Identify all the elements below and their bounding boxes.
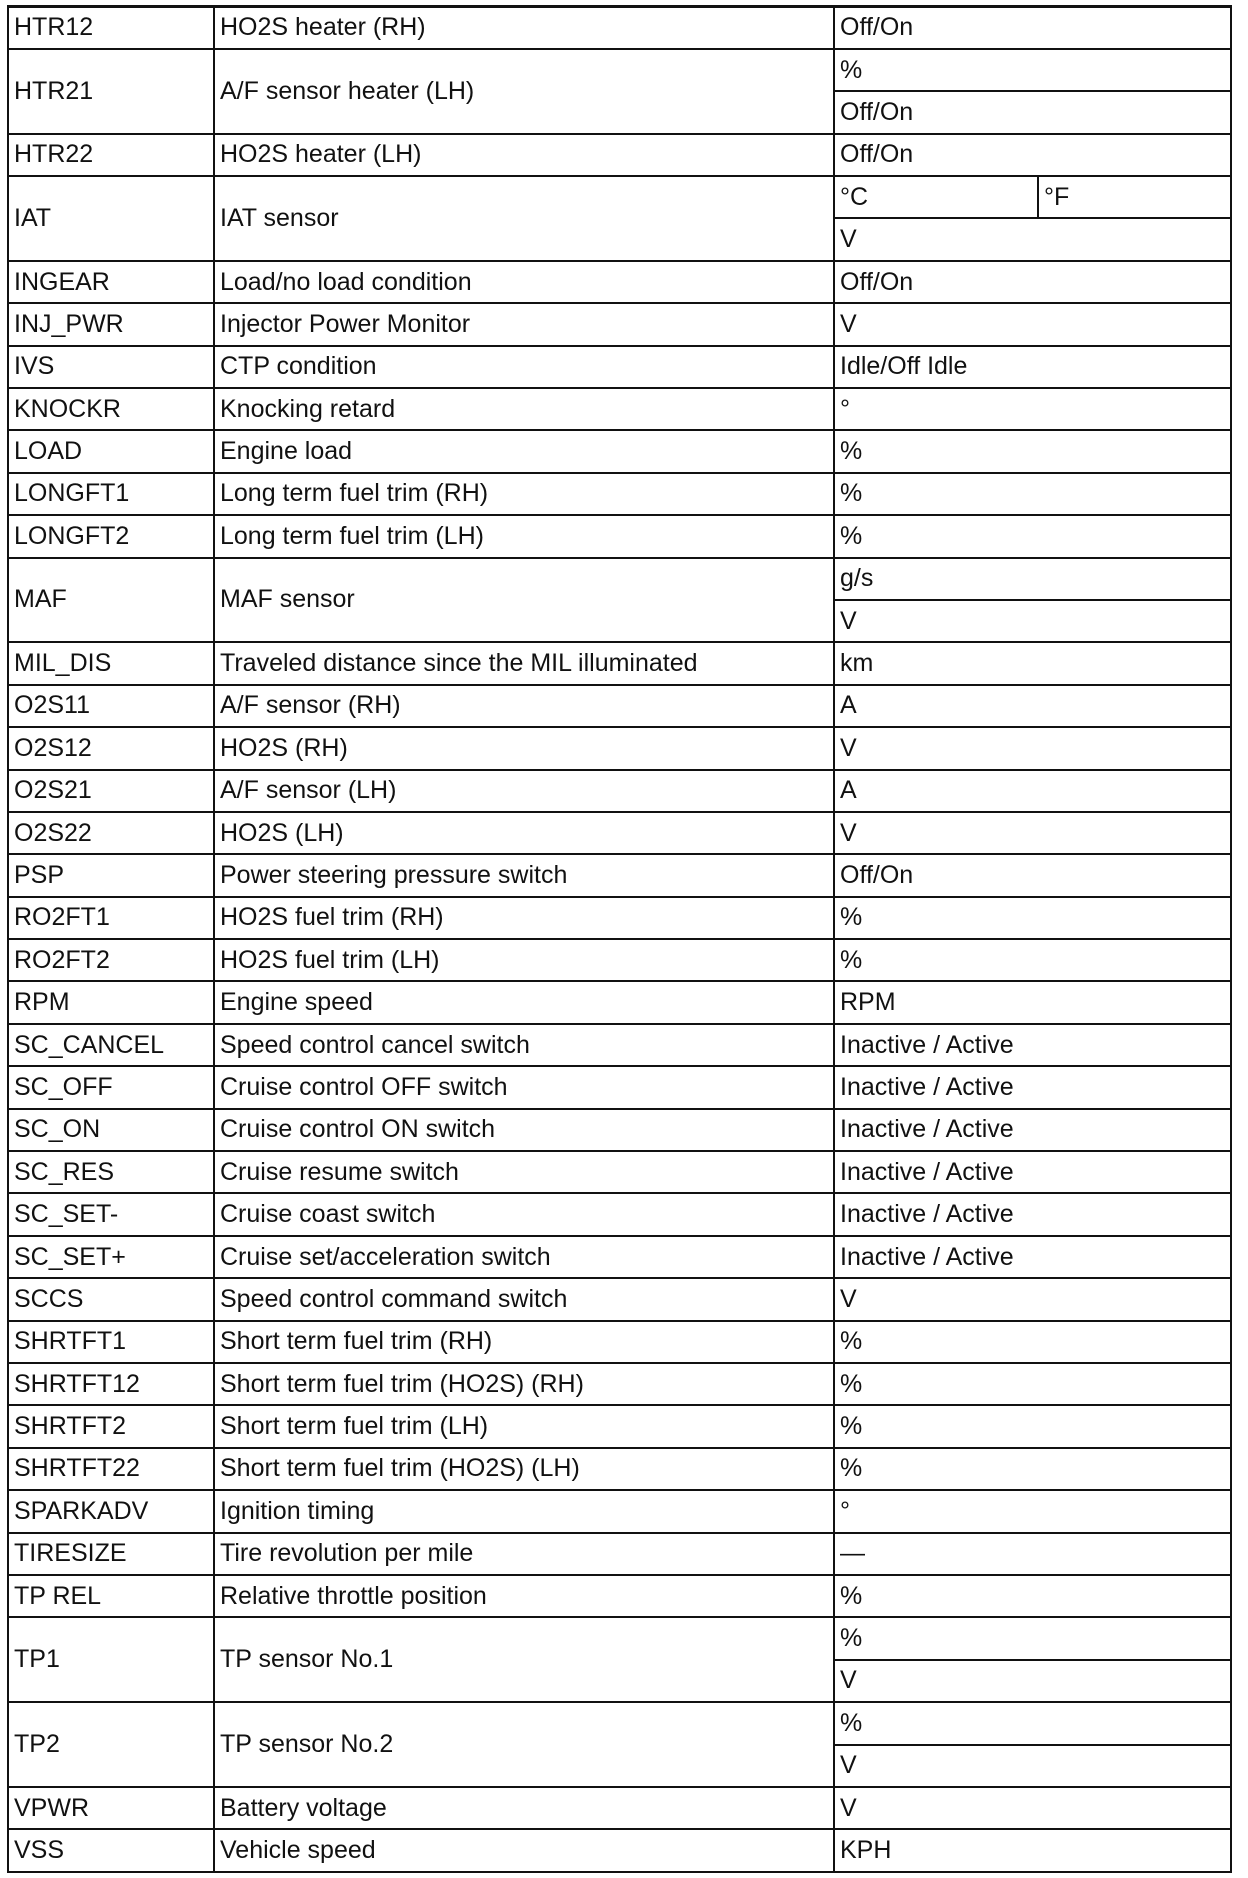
unit-cell-ivs-0: Idle/Off Idle <box>834 346 1231 388</box>
unit-cell-tp2-0: % <box>834 1702 1231 1744</box>
description-cell-longft2: Long term fuel trim (LH) <box>214 515 834 557</box>
description-cell-sc-res: Cruise resume switch <box>214 1151 834 1193</box>
unit-cell-shrtft22-0: % <box>834 1448 1231 1490</box>
unit-cell-shrtft12-0: % <box>834 1363 1231 1405</box>
pid-cell-longft1: LONGFT1 <box>8 473 214 515</box>
table-row <box>8 939 1231 981</box>
table-row <box>8 1702 1231 1744</box>
unit-cell-o2s12-0: V <box>834 727 1231 769</box>
pid-cell-htr22: HTR22 <box>8 134 214 176</box>
description-cell-shrtft22: Short term fuel trim (HO2S) (LH) <box>214 1448 834 1490</box>
unit-cell-mil-dis-0: km <box>834 642 1231 684</box>
unit-cell-vss-0: KPH <box>834 1829 1231 1871</box>
pid-cell-sc-res: SC_RES <box>8 1151 214 1193</box>
unit-cell-iat-0-0: °C <box>834 176 1038 218</box>
pid-cell-mil-dis: MIL_DIS <box>8 642 214 684</box>
pid-table <box>7 5 1232 1873</box>
table-row <box>8 1829 1231 1871</box>
pid-cell-ro2ft1: RO2FT1 <box>8 897 214 939</box>
table-row <box>8 897 1231 939</box>
description-cell-o2s11: A/F sensor (RH) <box>214 685 834 727</box>
description-cell-inj-pwr: Injector Power Monitor <box>214 303 834 345</box>
description-cell-tp1: TP sensor No.1 <box>214 1617 834 1702</box>
description-cell-htr21: A/F sensor heater (LH) <box>214 49 834 134</box>
description-cell-o2s22: HO2S (LH) <box>214 812 834 854</box>
table-row <box>8 1236 1231 1278</box>
pid-cell-ivs: IVS <box>8 346 214 388</box>
table-row <box>8 1321 1231 1363</box>
pid-cell-sc-off: SC_OFF <box>8 1066 214 1108</box>
table-row <box>8 642 1231 684</box>
unit-cell-inj-pwr-0: V <box>834 303 1231 345</box>
pid-cell-sccs: SCCS <box>8 1278 214 1320</box>
unit-cell-load-0: % <box>834 430 1231 472</box>
description-cell-knockr: Knocking retard <box>214 388 834 430</box>
description-cell-sc-cancel: Speed control cancel switch <box>214 1024 834 1066</box>
pid-cell-ro2ft2: RO2FT2 <box>8 939 214 981</box>
description-cell-mil-dis: Traveled distance since the MIL illuminated <box>214 642 834 684</box>
unit-cell-longft2-0: % <box>834 515 1231 557</box>
unit-cell-ro2ft1-0: % <box>834 897 1231 939</box>
table-row <box>8 473 1231 515</box>
table-row <box>8 981 1231 1023</box>
table-row <box>8 7 1231 49</box>
table-row <box>8 1066 1231 1108</box>
pid-cell-htr12: HTR12 <box>8 7 214 49</box>
table-row <box>8 430 1231 472</box>
table-row <box>8 1278 1231 1320</box>
table-row <box>8 303 1231 345</box>
description-cell-longft1: Long term fuel trim (RH) <box>214 473 834 515</box>
pid-cell-tp1: TP1 <box>8 1617 214 1702</box>
table-row <box>8 770 1231 812</box>
description-cell-maf: MAF sensor <box>214 558 834 643</box>
unit-cell-sc-cancel-0: Inactive / Active <box>834 1024 1231 1066</box>
description-cell-tp-rel: Relative throttle position <box>214 1575 834 1617</box>
unit-cell-tp2-1: V <box>834 1745 1231 1787</box>
unit-cell-htr21-0: % <box>834 49 1231 91</box>
unit-cell-o2s11-0: A <box>834 685 1231 727</box>
unit-cell-sc-set-0: Inactive / Active <box>834 1193 1231 1235</box>
pid-cell-tiresize: TIRESIZE <box>8 1533 214 1575</box>
unit-cell-sparkadv-0: ° <box>834 1490 1231 1532</box>
description-cell-load: Engine load <box>214 430 834 472</box>
description-cell-tp2: TP sensor No.2 <box>214 1702 834 1787</box>
pid-cell-sc-set: SC_SET- <box>8 1193 214 1235</box>
description-cell-sc-off: Cruise control OFF switch <box>214 1066 834 1108</box>
description-cell-ro2ft1: HO2S fuel trim (RH) <box>214 897 834 939</box>
unit-cell-shrtft1-0: % <box>834 1321 1231 1363</box>
unit-cell-o2s21-0: A <box>834 770 1231 812</box>
table-row <box>8 1533 1231 1575</box>
pid-cell-shrtft12: SHRTFT12 <box>8 1363 214 1405</box>
pid-cell-shrtft22: SHRTFT22 <box>8 1448 214 1490</box>
unit-cell-htr12-0: Off/On <box>834 7 1231 49</box>
unit-cell-iat-1: V <box>834 218 1231 260</box>
unit-cell-htr21-1: Off/On <box>834 91 1231 133</box>
unit-cell-tp-rel-0: % <box>834 1575 1231 1617</box>
unit-cell-iat-0-1: °F <box>1038 176 1231 218</box>
description-cell-sparkadv: Ignition timing <box>214 1490 834 1532</box>
description-cell-sc-set: Cruise set/acceleration switch <box>214 1236 834 1278</box>
pid-cell-tp2: TP2 <box>8 1702 214 1787</box>
table-row <box>8 1448 1231 1490</box>
description-cell-psp: Power steering pressure switch <box>214 854 834 896</box>
table-row <box>8 1617 1231 1659</box>
unit-cell-longft1-0: % <box>834 473 1231 515</box>
unit-cell-knockr-0: ° <box>834 388 1231 430</box>
description-cell-sc-on: Cruise control ON switch <box>214 1109 834 1151</box>
table-row <box>8 1490 1231 1532</box>
table-row <box>8 1405 1231 1447</box>
unit-cell-htr22-0: Off/On <box>834 134 1231 176</box>
description-cell-ingear: Load/no load condition <box>214 261 834 303</box>
pid-cell-sparkadv: SPARKADV <box>8 1490 214 1532</box>
table-row <box>8 558 1231 600</box>
table-row <box>8 1193 1231 1235</box>
table-row <box>8 854 1231 896</box>
unit-cell-rpm-0: RPM <box>834 981 1231 1023</box>
pid-cell-vss: VSS <box>8 1829 214 1871</box>
table-row <box>8 727 1231 769</box>
description-cell-htr22: HO2S heater (LH) <box>214 134 834 176</box>
description-cell-shrtft2: Short term fuel trim (LH) <box>214 1405 834 1447</box>
pid-cell-vpwr: VPWR <box>8 1787 214 1829</box>
pid-cell-o2s21: O2S21 <box>8 770 214 812</box>
pid-cell-tp-rel: TP REL <box>8 1575 214 1617</box>
pid-cell-iat: IAT <box>8 176 214 261</box>
table-row <box>8 176 1231 218</box>
unit-cell-sc-off-0: Inactive / Active <box>834 1066 1231 1108</box>
unit-cell-psp-0: Off/On <box>834 854 1231 896</box>
pid-cell-inj-pwr: INJ_PWR <box>8 303 214 345</box>
unit-cell-sc-on-0: Inactive / Active <box>834 1109 1231 1151</box>
table-row <box>8 261 1231 303</box>
pid-cell-rpm: RPM <box>8 981 214 1023</box>
table-row <box>8 515 1231 557</box>
table-row <box>8 1575 1231 1617</box>
description-cell-o2s12: HO2S (RH) <box>214 727 834 769</box>
unit-cell-vpwr-0: V <box>834 1787 1231 1829</box>
description-cell-rpm: Engine speed <box>214 981 834 1023</box>
pid-cell-load: LOAD <box>8 430 214 472</box>
description-cell-o2s21: A/F sensor (LH) <box>214 770 834 812</box>
description-cell-iat: IAT sensor <box>214 176 834 261</box>
table-row <box>8 685 1231 727</box>
description-cell-sc-set: Cruise coast switch <box>214 1193 834 1235</box>
unit-cell-tiresize-0: — <box>834 1533 1231 1575</box>
table-row <box>8 388 1231 430</box>
pid-cell-knockr: KNOCKR <box>8 388 214 430</box>
unit-cell-o2s22-0: V <box>834 812 1231 854</box>
description-cell-ro2ft2: HO2S fuel trim (LH) <box>214 939 834 981</box>
description-cell-tiresize: Tire revolution per mile <box>214 1533 834 1575</box>
pid-cell-longft2: LONGFT2 <box>8 515 214 557</box>
pid-cell-ingear: INGEAR <box>8 261 214 303</box>
pid-table-body <box>8 7 1231 1872</box>
pid-cell-shrtft1: SHRTFT1 <box>8 1321 214 1363</box>
unit-cell-sccs-0: V <box>834 1278 1231 1320</box>
unit-cell-tp1-1: V <box>834 1660 1231 1702</box>
table-row <box>8 1787 1231 1829</box>
unit-cell-maf-0: g/s <box>834 558 1231 600</box>
unit-cell-sc-set-0: Inactive / Active <box>834 1236 1231 1278</box>
pid-cell-sc-cancel: SC_CANCEL <box>8 1024 214 1066</box>
description-cell-htr12: HO2S heater (RH) <box>214 7 834 49</box>
table-row <box>8 49 1231 91</box>
pid-cell-sc-on: SC_ON <box>8 1109 214 1151</box>
unit-cell-maf-1: V <box>834 600 1231 642</box>
description-cell-ivs: CTP condition <box>214 346 834 388</box>
table-row <box>8 1363 1231 1405</box>
table-row <box>8 1109 1231 1151</box>
pid-cell-shrtft2: SHRTFT2 <box>8 1405 214 1447</box>
pid-cell-o2s11: O2S11 <box>8 685 214 727</box>
description-cell-sccs: Speed control command switch <box>214 1278 834 1320</box>
unit-cell-ro2ft2-0: % <box>834 939 1231 981</box>
table-row <box>8 1024 1231 1066</box>
pid-cell-o2s12: O2S12 <box>8 727 214 769</box>
unit-cell-tp1-0: % <box>834 1617 1231 1659</box>
table-row <box>8 346 1231 388</box>
description-cell-vss: Vehicle speed <box>214 1829 834 1871</box>
table-row <box>8 1151 1231 1193</box>
pid-cell-maf: MAF <box>8 558 214 643</box>
unit-cell-sc-res-0: Inactive / Active <box>834 1151 1231 1193</box>
pid-cell-o2s22: O2S22 <box>8 812 214 854</box>
pid-cell-sc-set: SC_SET+ <box>8 1236 214 1278</box>
pid-cell-htr21: HTR21 <box>8 49 214 134</box>
description-cell-vpwr: Battery voltage <box>214 1787 834 1829</box>
description-cell-shrtft1: Short term fuel trim (RH) <box>214 1321 834 1363</box>
table-row <box>8 134 1231 176</box>
description-cell-shrtft12: Short term fuel trim (HO2S) (RH) <box>214 1363 834 1405</box>
unit-cell-shrtft2-0: % <box>834 1405 1231 1447</box>
unit-cell-ingear-0: Off/On <box>834 261 1231 303</box>
pid-cell-psp: PSP <box>8 854 214 896</box>
table-row <box>8 812 1231 854</box>
